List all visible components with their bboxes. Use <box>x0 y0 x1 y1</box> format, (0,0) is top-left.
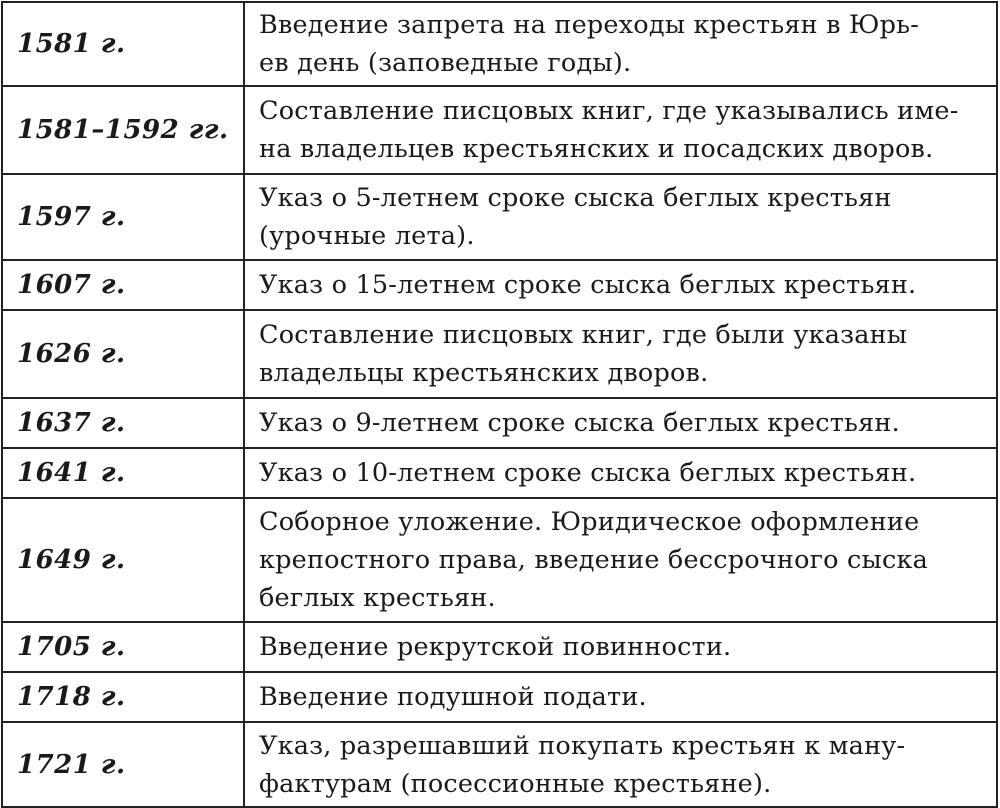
table-row <box>2 448 997 498</box>
year-cell: 1637 г. <box>2 398 244 448</box>
event-line: беглых крестьян. <box>259 583 496 613</box>
table-row <box>2 310 997 398</box>
event-cell <box>244 498 997 622</box>
event-cell <box>244 622 997 672</box>
event-line: Указ о 10-летнем сроке сыска беглых крестьян. <box>259 458 917 488</box>
event-line: Соборное уложение. Юридическое оформление <box>259 507 920 537</box>
year-cell: 1581 г. <box>2 2 244 86</box>
event-line: Указ, разрешавший покупать крестьян к ману- <box>259 730 906 761</box>
event-line: Введение подушной подати. <box>259 682 647 712</box>
year-cell: 1626 г. <box>2 310 244 398</box>
event-cell <box>244 448 997 498</box>
event-line: Указ о 15-летнем сроке сыска беглых крестьян. <box>259 270 917 300</box>
table-row <box>2 86 997 174</box>
year-cell: 1597 г. <box>2 174 244 260</box>
event-cell <box>244 672 997 722</box>
event-cell <box>244 260 997 310</box>
event-line: на владельцев крестьянских и посадских дворов. <box>259 134 934 164</box>
event-cell <box>244 2 997 86</box>
table-row <box>2 398 997 448</box>
event-line: Введение запрета на переходы крестьян в Юрь- <box>259 10 920 40</box>
event-line: фактурам (посессионные крестьяне). <box>259 768 772 799</box>
year-cell: 1581–1592 гг. <box>2 86 244 174</box>
table-row <box>2 672 997 722</box>
event-line: (урочные лета). <box>259 221 475 251</box>
year-cell: 1641 г. <box>2 448 244 498</box>
event-line: Указ о 5-летнем сроке сыска беглых крестьян <box>259 183 892 213</box>
event-line: Составление писцовых книг, где указывались име- <box>259 96 959 126</box>
event-line: Указ о 9-летнем сроке сыска беглых крестьян. <box>259 408 900 438</box>
year-cell: 1718 г. <box>2 672 244 722</box>
year-cell: 1705 г. <box>2 622 244 672</box>
event-cell <box>244 722 997 807</box>
event-cell <box>244 174 997 260</box>
table-row <box>2 622 997 672</box>
event-line: крепостного права, введение бессрочного сыска <box>259 545 929 575</box>
serfdom-timeline-table <box>1 1 998 808</box>
event-line: ев день (заповедные годы). <box>259 48 632 78</box>
event-line: Введение рекрутской повинности. <box>259 632 732 662</box>
table-row <box>2 722 997 807</box>
table-row <box>2 260 997 310</box>
year-cell: 1607 г. <box>2 260 244 310</box>
event-cell <box>244 398 997 448</box>
year-cell: 1649 г. <box>2 498 244 622</box>
year-cell: 1721 г. <box>2 722 244 807</box>
event-cell <box>244 310 997 398</box>
event-line: владельцы крестьянских дворов. <box>259 358 709 388</box>
table-row <box>2 2 997 86</box>
event-line: Составление писцовых книг, где были указаны <box>259 320 908 350</box>
table-row <box>2 174 997 260</box>
event-cell <box>244 86 997 174</box>
table-row <box>2 498 997 622</box>
